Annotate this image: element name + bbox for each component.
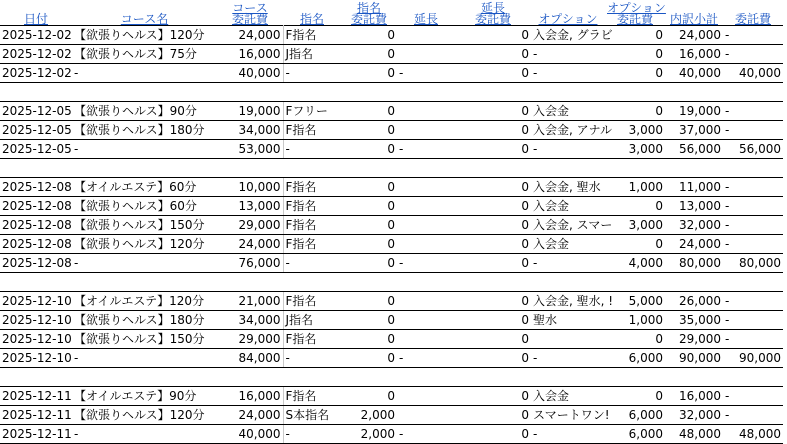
course-cell[interactable]: 【欲張りヘルス】120分 xyxy=(72,235,217,254)
total-row[interactable] xyxy=(0,140,783,159)
nomination-cell[interactable]: S本指名 xyxy=(283,406,341,425)
nomination-fee-cell[interactable]: 0 xyxy=(341,349,397,368)
subtotal-cell[interactable]: 80,000 xyxy=(665,254,723,273)
option-fee-cell[interactable]: 3,000 xyxy=(605,216,665,235)
course-cell[interactable]: - xyxy=(72,349,217,368)
spacer-cell xyxy=(605,83,665,102)
commission-cell[interactable]: 40,000 xyxy=(723,64,783,83)
commission-cell[interactable]: - xyxy=(723,121,783,140)
spacer-cell xyxy=(455,159,531,178)
course-fee-cell[interactable]: 53,000 xyxy=(217,140,283,159)
date-cell[interactable]: 2025-12-10 xyxy=(0,349,72,368)
course-cell[interactable]: 【欲張りヘルス】75分 xyxy=(72,45,217,64)
date-cell[interactable]: 2025-12-02 xyxy=(0,45,72,64)
header-subtotal[interactable]: 内訳小計 xyxy=(669,12,718,26)
group-spacer-row xyxy=(0,368,783,387)
extension-cell[interactable]: - xyxy=(397,140,455,159)
nomination-fee-cell[interactable]: 0 xyxy=(341,254,397,273)
commission-cell[interactable]: - xyxy=(723,102,783,121)
extension-fee-cell[interactable]: 0 xyxy=(455,216,531,235)
extension-cell[interactable]: - xyxy=(397,254,455,273)
extension-fee-cell[interactable]: 0 xyxy=(455,121,531,140)
date-cell[interactable]: 2025-12-08 xyxy=(0,178,72,197)
total-row[interactable] xyxy=(0,64,783,83)
course-cell[interactable]: 【欲張りヘルス】120分 xyxy=(72,26,217,45)
nomination-fee-cell[interactable]: 0 xyxy=(341,26,397,45)
extension-fee-cell[interactable]: 0 xyxy=(455,178,531,197)
spacer-cell xyxy=(0,368,72,387)
extension-fee-cell[interactable]: 0 xyxy=(455,349,531,368)
subtotal-cell[interactable]: 16,000 xyxy=(665,45,723,64)
extension-fee-cell[interactable]: 0 xyxy=(455,330,531,349)
nomination-fee-cell[interactable]: 0 xyxy=(341,140,397,159)
nomination-cell[interactable]: F指名 xyxy=(283,235,341,254)
option-cell[interactable]: - xyxy=(531,64,605,83)
header-extension-fee-line2: 委託費 xyxy=(474,12,511,26)
course-fee-cell[interactable]: 24,000 xyxy=(217,235,283,254)
extension-cell[interactable] xyxy=(397,311,455,330)
table-row[interactable] xyxy=(0,387,783,406)
subtotal-cell[interactable]: 35,000 xyxy=(665,311,723,330)
header-course-fee-line1: コース xyxy=(232,1,268,15)
nomination-cell[interactable]: F指名 xyxy=(283,26,341,45)
spacer-cell xyxy=(723,159,783,178)
extension-fee-cell[interactable]: 0 xyxy=(455,425,531,444)
table-row[interactable] xyxy=(0,121,783,140)
course-fee-cell[interactable]: 40,000 xyxy=(217,64,283,83)
option-cell[interactable]: - xyxy=(531,425,605,444)
course-cell[interactable]: 【オイルエステ】90分 xyxy=(72,387,217,406)
spacer-cell xyxy=(605,273,665,292)
nomination-cell[interactable]: F指名 xyxy=(283,216,341,235)
course-fee-cell[interactable]: 16,000 xyxy=(217,387,283,406)
date-cell[interactable]: 2025-12-10 xyxy=(0,311,72,330)
extension-fee-cell[interactable]: 0 xyxy=(455,387,531,406)
spacer-cell xyxy=(665,83,723,102)
option-fee-cell[interactable]: 0 xyxy=(605,102,665,121)
commission-cell[interactable]: - xyxy=(723,197,783,216)
subtotal-cell[interactable]: 90,000 xyxy=(665,349,723,368)
date-cell[interactable]: 2025-12-11 xyxy=(0,387,72,406)
course-fee-cell[interactable]: 24,000 xyxy=(217,406,283,425)
subtotal-cell[interactable]: 56,000 xyxy=(665,140,723,159)
spacer-cell xyxy=(217,83,283,102)
spacer-cell xyxy=(723,273,783,292)
nomination-cell[interactable]: J指名 xyxy=(283,311,341,330)
option-cell[interactable]: - xyxy=(531,349,605,368)
extension-cell[interactable] xyxy=(397,102,455,121)
header-nomination[interactable]: 指名 xyxy=(299,12,324,26)
spacer-cell xyxy=(341,368,397,387)
option-fee-cell[interactable]: 6,000 xyxy=(605,406,665,425)
course-cell[interactable]: 【オイルエステ】120分 xyxy=(72,292,217,311)
commission-cell[interactable]: - xyxy=(723,45,783,64)
extension-cell[interactable] xyxy=(397,121,455,140)
spacer-cell xyxy=(72,368,217,387)
course-fee-cell[interactable]: 84,000 xyxy=(217,349,283,368)
date-cell[interactable]: 2025-12-10 xyxy=(0,330,72,349)
subtotal-cell[interactable]: 26,000 xyxy=(665,292,723,311)
nomination-cell[interactable]: Fフリー xyxy=(283,102,341,121)
nomination-cell[interactable]: F指名 xyxy=(283,178,341,197)
course-fee-cell[interactable]: 19,000 xyxy=(217,102,283,121)
nomination-cell[interactable]: J指名 xyxy=(283,45,341,64)
date-cell[interactable]: 2025-12-05 xyxy=(0,102,72,121)
option-fee-cell[interactable]: 0 xyxy=(605,45,665,64)
date-cell[interactable]: 2025-12-08 xyxy=(0,216,72,235)
header-option-fee-line2: 委託費 xyxy=(616,12,653,26)
table-row[interactable] xyxy=(0,216,783,235)
course-cell[interactable]: - xyxy=(72,140,217,159)
option-cell[interactable]: 入会金, グラビ xyxy=(531,26,605,45)
subtotal-cell[interactable]: 24,000 xyxy=(665,26,723,45)
header-extension-fee[interactable] xyxy=(455,0,531,26)
extension-fee-cell[interactable]: 0 xyxy=(455,45,531,64)
option-fee-cell[interactable]: 6,000 xyxy=(605,425,665,444)
course-cell[interactable]: 【欲張りヘルス】150分 xyxy=(72,216,217,235)
header-extension-fee-line1: 延長 xyxy=(480,1,505,15)
group-spacer-row xyxy=(0,273,783,292)
date-cell[interactable]: 2025-12-08 xyxy=(0,254,72,273)
spacer-cell xyxy=(283,159,341,178)
spacer-cell xyxy=(283,273,341,292)
nomination-fee-cell[interactable]: 0 xyxy=(341,292,397,311)
commission-cell[interactable]: - xyxy=(723,292,783,311)
commission-cell[interactable]: - xyxy=(723,406,783,425)
commission-cell[interactable]: - xyxy=(723,387,783,406)
spacer-cell xyxy=(283,83,341,102)
table-row[interactable] xyxy=(0,311,783,330)
extension-fee-cell[interactable]: 0 xyxy=(455,102,531,121)
option-fee-cell[interactable]: 3,000 xyxy=(605,140,665,159)
table-row[interactable] xyxy=(0,292,783,311)
group-spacer-row xyxy=(0,159,783,178)
extension-cell[interactable] xyxy=(397,292,455,311)
subtotal-cell[interactable]: 29,000 xyxy=(665,330,723,349)
spacer-cell xyxy=(605,368,665,387)
header-option-fee-line1: オプション xyxy=(607,1,666,15)
course-fee-cell[interactable]: 34,000 xyxy=(217,311,283,330)
date-cell[interactable]: 2025-12-02 xyxy=(0,64,72,83)
course-fee-cell[interactable]: 21,000 xyxy=(217,292,283,311)
table-row[interactable] xyxy=(0,406,783,425)
table-row[interactable] xyxy=(0,178,783,197)
extension-fee-cell[interactable]: 0 xyxy=(455,197,531,216)
commission-cell[interactable]: 80,000 xyxy=(723,254,783,273)
spacer-cell xyxy=(283,368,341,387)
option-fee-cell[interactable]: 1,000 xyxy=(605,311,665,330)
option-cell[interactable]: 入会金, スマー xyxy=(531,216,605,235)
commission-cell[interactable]: - xyxy=(723,330,783,349)
course-fee-cell[interactable]: 29,000 xyxy=(217,216,283,235)
spacer-cell xyxy=(217,273,283,292)
extension-cell[interactable] xyxy=(397,330,455,349)
option-fee-cell[interactable]: 6,000 xyxy=(605,349,665,368)
extension-fee-cell[interactable]: 0 xyxy=(455,235,531,254)
extension-cell[interactable] xyxy=(397,387,455,406)
header-course-fee[interactable] xyxy=(217,0,283,26)
course-fee-cell[interactable]: 16,000 xyxy=(217,45,283,64)
course-cell[interactable]: 【欲張りヘルス】90分 xyxy=(72,102,217,121)
nomination-cell[interactable]: - xyxy=(283,140,341,159)
spacer-cell xyxy=(531,273,605,292)
header-option[interactable]: オプション xyxy=(538,12,598,26)
course-cell[interactable]: 【欲張りヘルス】180分 xyxy=(72,121,217,140)
spacer-cell xyxy=(0,159,72,178)
spacer-cell xyxy=(341,159,397,178)
nomination-fee-cell[interactable]: 0 xyxy=(341,197,397,216)
group-spacer-row xyxy=(0,83,783,102)
option-fee-cell[interactable]: 4,000 xyxy=(605,254,665,273)
spacer-cell xyxy=(531,368,605,387)
extension-cell[interactable] xyxy=(397,45,455,64)
total-row[interactable] xyxy=(0,349,783,368)
spacer-cell xyxy=(397,83,455,102)
extension-cell[interactable] xyxy=(397,197,455,216)
option-cell[interactable]: - xyxy=(531,140,605,159)
nomination-fee-cell[interactable]: 0 xyxy=(341,102,397,121)
extension-cell[interactable] xyxy=(397,216,455,235)
course-cell[interactable]: 【欲張りヘルス】150分 xyxy=(72,330,217,349)
subtotal-cell[interactable]: 48,000 xyxy=(665,425,723,444)
nomination-fee-cell[interactable]: 0 xyxy=(341,178,397,197)
subtotal-cell[interactable]: 11,000 xyxy=(665,178,723,197)
extension-fee-cell[interactable]: 0 xyxy=(455,406,531,425)
commission-cell[interactable]: - xyxy=(723,216,783,235)
extension-fee-cell[interactable]: 0 xyxy=(455,254,531,273)
option-cell[interactable] xyxy=(531,330,605,349)
course-fee-cell[interactable]: 40,000 xyxy=(217,425,283,444)
spacer-cell xyxy=(723,368,783,387)
spacer-cell xyxy=(72,159,217,178)
subtotal-cell[interactable]: 13,000 xyxy=(665,197,723,216)
date-cell[interactable]: 2025-12-05 xyxy=(0,140,72,159)
spacer-cell xyxy=(455,83,531,102)
option-cell[interactable]: 入会金, 聖水, ! xyxy=(531,292,605,311)
spacer-cell xyxy=(665,368,723,387)
table-row[interactable] xyxy=(0,330,783,349)
course-cell[interactable]: - xyxy=(72,425,217,444)
course-fee-cell[interactable]: 34,000 xyxy=(217,121,283,140)
extension-cell[interactable] xyxy=(397,26,455,45)
total-row[interactable] xyxy=(0,425,783,444)
extension-cell[interactable]: - xyxy=(397,349,455,368)
nomination-fee-cell[interactable]: 0 xyxy=(341,45,397,64)
nomination-cell[interactable]: F指名 xyxy=(283,292,341,311)
nomination-cell[interactable]: F指名 xyxy=(283,387,341,406)
date-cell[interactable]: 2025-12-05 xyxy=(0,121,72,140)
header-nomination-fee-line2: 委託費 xyxy=(350,12,387,26)
date-cell[interactable]: 2025-12-11 xyxy=(0,425,72,444)
header-row xyxy=(0,0,783,26)
subtotal-cell[interactable]: 24,000 xyxy=(665,235,723,254)
extension-cell[interactable] xyxy=(397,406,455,425)
course-fee-cell[interactable]: 10,000 xyxy=(217,178,283,197)
table-row[interactable] xyxy=(0,235,783,254)
extension-cell[interactable] xyxy=(397,235,455,254)
table-row[interactable] xyxy=(0,197,783,216)
subtotal-cell[interactable]: 16,000 xyxy=(665,387,723,406)
commission-cell[interactable]: 48,000 xyxy=(723,425,783,444)
commission-cell[interactable]: 56,000 xyxy=(723,140,783,159)
spacer-cell xyxy=(0,273,72,292)
nomination-cell[interactable]: F指名 xyxy=(283,197,341,216)
nomination-fee-cell[interactable]: 2,000 xyxy=(341,425,397,444)
spacer-cell xyxy=(455,368,531,387)
course-cell[interactable]: 【欲張りヘルス】120分 xyxy=(72,406,217,425)
subtotal-cell[interactable]: 37,000 xyxy=(665,121,723,140)
spacer-cell xyxy=(605,159,665,178)
nomination-fee-cell[interactable]: 0 xyxy=(341,216,397,235)
spacer-cell xyxy=(723,83,783,102)
option-fee-cell[interactable]: 3,000 xyxy=(605,121,665,140)
spacer-cell xyxy=(665,273,723,292)
nomination-cell[interactable]: - xyxy=(283,349,341,368)
course-cell[interactable]: 【欲張りヘルス】180分 xyxy=(72,311,217,330)
option-cell[interactable]: 入会金 xyxy=(531,235,605,254)
nomination-fee-cell[interactable]: 0 xyxy=(341,387,397,406)
option-cell[interactable]: 聖水 xyxy=(531,311,605,330)
spacer-cell xyxy=(72,83,217,102)
option-fee-cell[interactable]: 0 xyxy=(605,26,665,45)
total-row[interactable] xyxy=(0,254,783,273)
extension-fee-cell[interactable]: 0 xyxy=(455,311,531,330)
nomination-fee-cell[interactable]: 0 xyxy=(341,235,397,254)
option-fee-cell[interactable]: 0 xyxy=(605,197,665,216)
spacer-cell xyxy=(531,159,605,178)
date-cell[interactable]: 2025-12-11 xyxy=(0,406,72,425)
table-row[interactable] xyxy=(0,45,783,64)
header-course[interactable]: コース名 xyxy=(120,12,169,26)
option-cell[interactable]: 入会金 xyxy=(531,102,605,121)
nomination-fee-cell[interactable]: 0 xyxy=(341,311,397,330)
extension-fee-cell[interactable]: 0 xyxy=(455,26,531,45)
table-row[interactable] xyxy=(0,26,783,45)
option-fee-cell[interactable]: 0 xyxy=(605,330,665,349)
option-fee-cell[interactable]: 0 xyxy=(605,387,665,406)
nomination-cell[interactable]: - xyxy=(283,425,341,444)
spacer-cell xyxy=(341,83,397,102)
course-fee-cell[interactable]: 29,000 xyxy=(217,330,283,349)
header-nomination-fee-line1: 指名 xyxy=(356,1,381,15)
extension-cell[interactable]: - xyxy=(397,64,455,83)
nomination-cell[interactable]: F指名 xyxy=(283,121,341,140)
header-course-fee-line2: 委託費 xyxy=(231,12,268,26)
option-fee-cell[interactable]: 0 xyxy=(605,64,665,83)
subtotal-cell[interactable]: 32,000 xyxy=(665,216,723,235)
date-cell[interactable]: 2025-12-08 xyxy=(0,235,72,254)
date-cell[interactable]: 2025-12-10 xyxy=(0,292,72,311)
commission-cell[interactable]: - xyxy=(723,311,783,330)
course-fee-cell[interactable]: 76,000 xyxy=(217,254,283,273)
option-cell[interactable]: 入会金, 聖水 xyxy=(531,178,605,197)
nomination-fee-cell[interactable]: 0 xyxy=(341,330,397,349)
spacer-cell xyxy=(341,273,397,292)
header-option-fee[interactable] xyxy=(605,0,665,26)
extension-cell[interactable] xyxy=(397,178,455,197)
nomination-cell[interactable]: - xyxy=(283,254,341,273)
course-cell[interactable]: - xyxy=(72,64,217,83)
table-body xyxy=(0,26,783,444)
subtotal-cell[interactable]: 32,000 xyxy=(665,406,723,425)
option-cell[interactable]: 入会金, アナル xyxy=(531,121,605,140)
commission-cell[interactable]: - xyxy=(723,235,783,254)
nomination-fee-cell[interactable]: 0 xyxy=(341,64,397,83)
header-extension[interactable]: 延長 xyxy=(413,12,438,26)
spacer-cell xyxy=(665,159,723,178)
extension-fee-cell[interactable]: 0 xyxy=(455,292,531,311)
commission-cell[interactable]: - xyxy=(723,26,783,45)
spacer-cell xyxy=(455,273,531,292)
option-cell[interactable]: スマートワン! xyxy=(531,406,605,425)
course-cell[interactable]: 【欲張りヘルス】60分 xyxy=(72,197,217,216)
spacer-cell xyxy=(397,368,455,387)
header-date[interactable]: 日付 xyxy=(23,12,48,26)
course-fee-cell[interactable]: 24,000 xyxy=(217,26,283,45)
nomination-cell[interactable]: F指名 xyxy=(283,330,341,349)
extension-fee-cell[interactable]: 0 xyxy=(455,64,531,83)
spacer-cell xyxy=(397,273,455,292)
subtotal-cell[interactable]: 19,000 xyxy=(665,102,723,121)
table-row[interactable] xyxy=(0,102,783,121)
date-cell[interactable]: 2025-12-08 xyxy=(0,197,72,216)
subtotal-cell[interactable]: 40,000 xyxy=(665,64,723,83)
course-fee-cell[interactable]: 13,000 xyxy=(217,197,283,216)
spacer-cell xyxy=(0,83,72,102)
option-cell[interactable]: - xyxy=(531,45,605,64)
nomination-fee-cell[interactable]: 0 xyxy=(341,121,397,140)
option-cell[interactable]: 入会金 xyxy=(531,387,605,406)
extension-cell[interactable]: - xyxy=(397,425,455,444)
commission-cell[interactable]: 90,000 xyxy=(723,349,783,368)
extension-fee-cell[interactable]: 0 xyxy=(455,140,531,159)
option-fee-cell[interactable]: 1,000 xyxy=(605,178,665,197)
date-cell[interactable]: 2025-12-02 xyxy=(0,26,72,45)
header-nomination-fee[interactable] xyxy=(341,0,397,26)
course-cell[interactable]: - xyxy=(72,254,217,273)
commission-cell[interactable]: - xyxy=(723,178,783,197)
spacer-cell xyxy=(72,273,217,292)
spacer-cell xyxy=(531,83,605,102)
header-commission[interactable]: 委託費 xyxy=(734,12,771,26)
nomination-fee-cell[interactable]: 2,000 xyxy=(341,406,397,425)
spacer-cell xyxy=(217,368,283,387)
option-cell[interactable]: 入会金 xyxy=(531,197,605,216)
option-fee-cell[interactable]: 0 xyxy=(605,235,665,254)
option-cell[interactable]: - xyxy=(531,254,605,273)
course-cell[interactable]: 【オイルエステ】60分 xyxy=(72,178,217,197)
nomination-cell[interactable]: - xyxy=(283,64,341,83)
spacer-cell xyxy=(217,159,283,178)
spacer-cell xyxy=(397,159,455,178)
option-fee-cell[interactable]: 5,000 xyxy=(605,292,665,311)
